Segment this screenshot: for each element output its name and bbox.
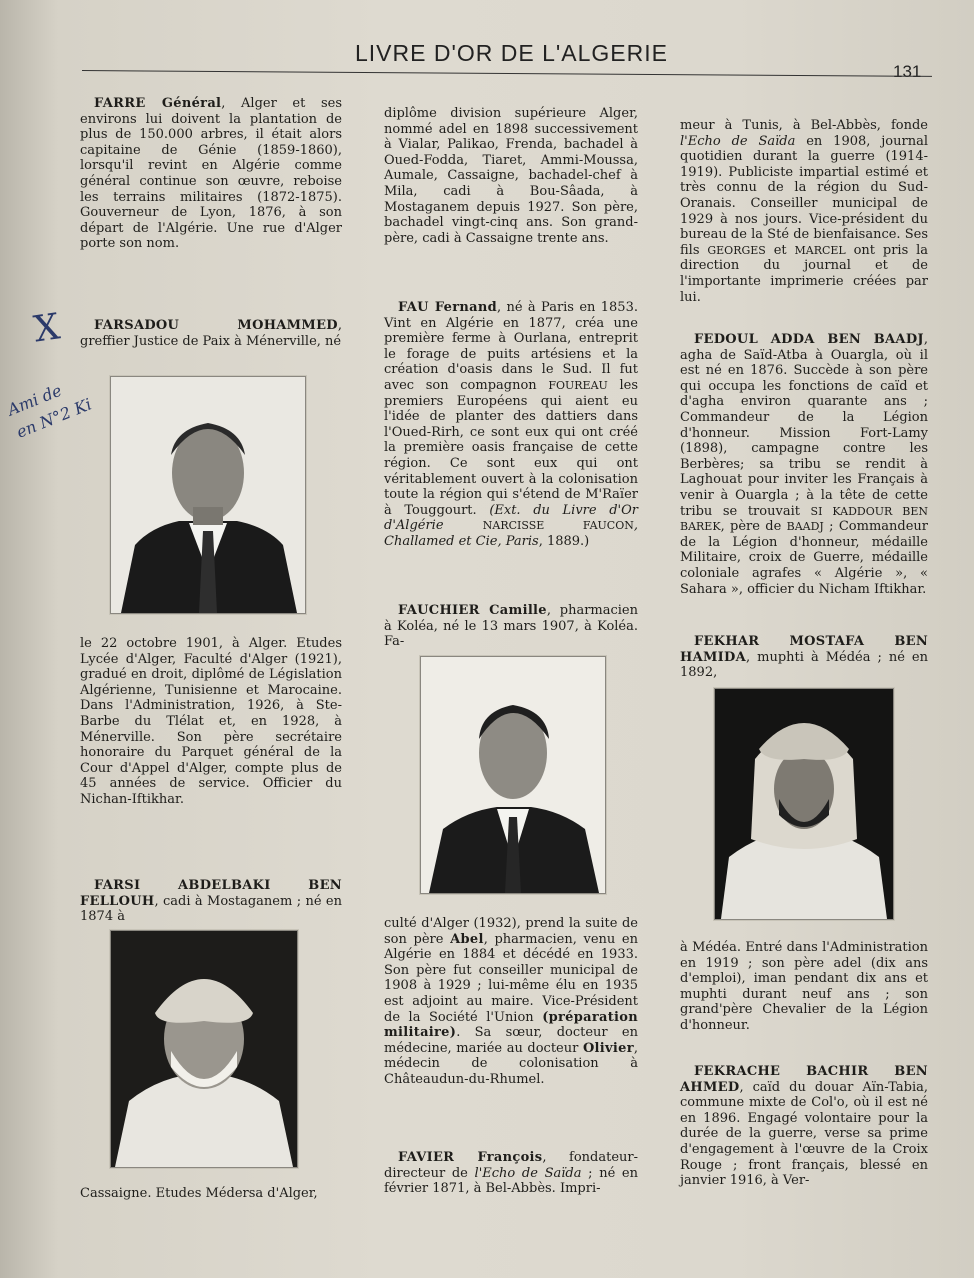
entry-text: meur à Tunis, à Bel-Abbès, fonde [680, 118, 928, 133]
portrait-man-headdress-icon [715, 689, 893, 919]
header-rule [82, 70, 932, 77]
citation-author: NARCISSE FAUCON [482, 519, 634, 533]
entry-text: à Médéa. Entré dans l'Administration en 1919 ; son père adel (dix ans d'emploi), iman pendant dix ans et muphti durant neuf ans ; son grand'père Chevalier de la Légion d'honneur. [680, 940, 928, 1033]
entry-name: FARSI ABDELBAKI BEN FELLOUH [80, 878, 342, 909]
portrait-farsi [110, 930, 298, 1168]
entry-text: , cadi à Mostaganem ; né en 1874 à [80, 893, 342, 925]
handwritten-x-mark: X [31, 306, 63, 351]
entry-fekhar-continued [680, 940, 928, 1034]
entry-text: , Alger et ses environs lui doivent la plantation de plus de 150.000 arbres, il était alors capitaine de Génie (1859-1860), lorsqu'il revint en Algérie comme général continue son œuvre, reboise les terrains militaires (1872-1875). Gouverneur de Lyon, 1876, à son départ de l'Algérie. Une rue d'Alger porte son nom. [80, 96, 342, 252]
entry-text: , agha de Saïd-Atba à Ouargla, où il est né en 1876. Succède à son père qui occupa les fonctions de caïd et d'agha environ quarante ans ; Commandeur de la Légion d'honneur. Mission Fort-Lamy (1898), campagne contre les Berbères; sa tribu se rendit à Laghouat pour inviter les Français à venir à Ouargla ; à la tête de cette tribu se trouvait [680, 332, 928, 519]
entry-fekhar [680, 634, 928, 681]
page-number: 131 [893, 62, 922, 81]
entry-text: . Sa sœur, docteur en médecine, mariée au docteur [384, 1025, 638, 1056]
newspaper-name: l'Echo de Saïda [680, 133, 796, 149]
entry-text: , caïd du douar Aïn-Tabia, commune mixte de Col'o, où il est né en 1896. Engagé volontaire pour la durée de la guerre, verse sa prime d'engagement à l'œuvre de la Croix Rouge ; front français, blessé en janvier 1916, à Ver- [680, 1079, 928, 1189]
entry-farsi-continued [80, 1186, 342, 1202]
portrait-farsadou [110, 376, 306, 614]
entry-farsadou [80, 318, 342, 349]
son-name: GEORGES [707, 243, 766, 257]
entry-name: FAU Fernand [398, 300, 497, 315]
portrait-man-suit-icon [111, 377, 305, 613]
entry-fau [384, 300, 638, 550]
entry-name: FEKRACHE BACHIR BEN AHMED [680, 1064, 928, 1095]
entry-text: culté d'Alger (1932), prend la suite de son père [384, 916, 638, 947]
portrait-fekhar [714, 688, 894, 920]
handwritten-note: Ami de en N°2 Ki [4, 380, 95, 442]
entry-text: , médecin de colonisation à Châteaudun-du-Rhumel. [384, 1040, 638, 1087]
entry-text: , muphti à Médéa ; né en 1892, [680, 649, 928, 681]
entry-name: FAUCHIER Camille [398, 603, 547, 618]
entry-text: , père de [720, 519, 787, 535]
entry-favier-continued [680, 118, 928, 305]
entry-farre [80, 96, 342, 252]
entry-text: ; né en février 1871, à Bel-Abbès. Impri- [384, 1165, 639, 1197]
entry-text: , pharmacien, venu en Algérie en 1884 et décédé en 1933. Son père fut conseiller municipal de 1908 à 1929 ; lui-même élu en 1935 est adjoint au maire. Vice-Président de la Société l'Union [384, 931, 638, 1025]
entry-text: Cassaigne. Etudes Médersa d'Alger, [80, 1186, 318, 1201]
doctor-name: Olivier [582, 1040, 634, 1056]
entry-text: ont pris la direction du journal et de l'importante imprimerie créées par lui. [680, 242, 929, 305]
entry-text: les premiers Européens qui aient eu l'idée de planter des dattiers dans l'Oued-Rirh, ce sont eux qui ont créé la première oasis française de cette région. Ce sont eux qui ont véritablement ouvert à la colonisation toute la région qui s'étend de M'Raïer à Touggourt. [384, 377, 638, 518]
entry-text: et [765, 242, 795, 258]
father-name: BAADJ [786, 520, 824, 534]
entry-text: diplôme division supérieure Alger, nommé adel en 1898 successivement à Vialar, Palikao, Frenda, bachadel à Oued-Fodda, Tiaret, Ammi-Moussa, Aumale, Cassaigne, bachadel-chef à Mila, cadi à Bou-Sâada, à Mostaganem depuis 1927. Son père, bachadel vingt-cinq ans. Son grand-père, cadi à Cassaigne trente ans. [384, 106, 638, 246]
running-header: LIVRE D'OR DE L'ALGERIE [355, 40, 668, 66]
entry-name: FARRE Général [94, 96, 222, 111]
entry-favier [384, 1150, 638, 1197]
society-note: (préparation militaire) [384, 1009, 638, 1041]
entry-farsadou-continued [80, 636, 342, 808]
entry-text: ; Commandeur de la Légion d'honneur, médaille Militaire, croix de Guerre, médaille coloniale agrafes « Algérie », « Sahara », officier du Nicham Iftikhar. [680, 519, 928, 597]
entry-text: , pharmacien à Koléa, né le 13 mars 1907, à Koléa. Fa- [384, 603, 638, 650]
entry-name: FEKHAR MOSTAFA BEN HAMIDA [680, 634, 928, 665]
entry-name: FARSADOU MOHAMMED [94, 318, 338, 333]
entry-text: , greffier Justice de Paix à Ménerville, né [80, 318, 342, 349]
citation-publisher: , Challamed et Cie, Paris [384, 518, 639, 549]
entry-fauchier [384, 603, 638, 650]
entry-farsi [80, 878, 342, 925]
newspaper-name: l'Echo de Saïda [474, 1165, 582, 1181]
companion-name: FOUREAU [548, 378, 608, 392]
portrait-fauchier [420, 656, 606, 894]
son-name: MARCEL [794, 243, 846, 257]
father-name: Abel [450, 931, 484, 947]
entry-name: FEDOUL ADDA BEN BAADJ [694, 332, 924, 347]
chief-name: SI KADDOUR BEN BAREK [680, 504, 928, 534]
entry-name: FAVIER François [398, 1150, 543, 1165]
entry-text: le 22 octobre 1901, à Alger. Etudes Lycée d'Alger, Faculté d'Alger (1921), gradué en droit, diplômé de Législation Algérienne, Tunisienne et Marocaine. Dans l'Administration, 1926, à Ste-Barbe du Tlélat et, en 1928, à Ménerville. Son père secrétaire honoraire du Parquet général de la Cour d'Appel d'Alger, compte plus de 45 années de service. Officier du Nichan-Iftikhar. [80, 636, 342, 807]
portrait-young-man-icon [421, 657, 605, 893]
entry-text: , fondateur-directeur de [384, 1150, 638, 1181]
entry-fedoul [680, 332, 928, 597]
citation: (Ext. du Livre d'Or d'Algérie [384, 502, 638, 534]
citation-end: , 1889.) [538, 533, 590, 549]
entry-farsi-continued-2 [384, 106, 638, 246]
entry-fauchier-continued [384, 916, 638, 1088]
entry-fekrache [680, 1064, 928, 1189]
portrait-man-turban-icon [111, 931, 297, 1167]
entry-text: , né à Paris en 1853. Vint en Algérie en 1877, créa une première ferme à Ourlana, entreprit le forage de puits artésiens et la création d'oasis dans le Sud. Il fut avec son compagnon [384, 300, 638, 393]
entry-text: en 1908, journal quotidien durant la guerre (1914-1919). Publiciste impartial estimé et très connu de la région du Sud-Oranais. Conseiller municipal de 1929 à nos jours. Vice-président du bureau de la Sté de bienfaisance. Ses fils [680, 133, 928, 258]
